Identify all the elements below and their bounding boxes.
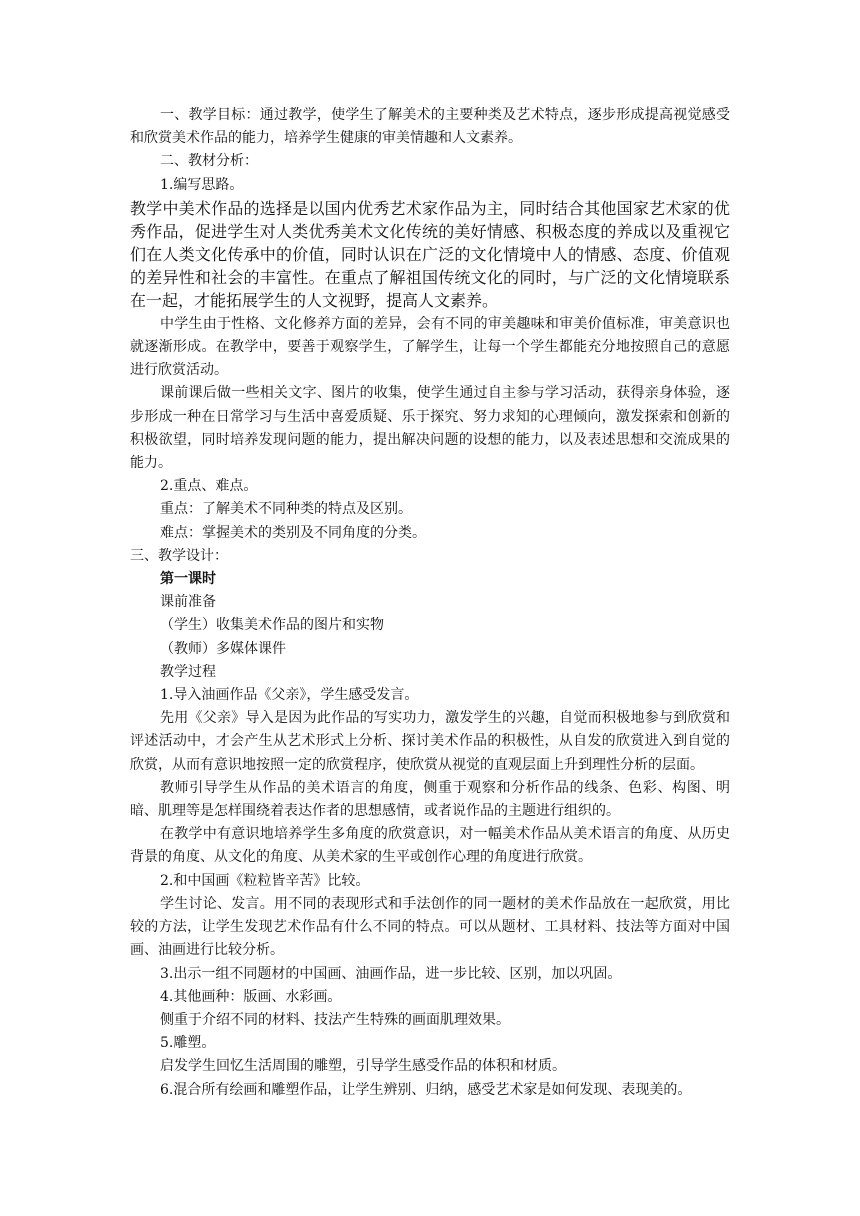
- step-6-heading: 6.混合所有绘画和雕塑作品，让学生辨别、归纳，感受艺术家是如何发现、表现美的。: [160, 1081, 692, 1098]
- step-2-heading: 2.和中国画《粒粒皆辛苦》比较。: [160, 872, 370, 889]
- paragraph-writing-idea: 教学中美术作品的选择是以国内优秀艺术家作品为主，同时结合其他国家艺术家的优秀作品，促进学生对人类优秀美术文化传统的美好情感、积极态度的养成以及重视它们在人类文化传承中的价值，同时认识在广泛的文化情境中人的情感、态度、价值观的差异性和社会的丰富性。在重点了解祖国传统文化的同时，与广泛的文化情境联系在一起，才能拓展学生的人文视野，提高人文素养。: [130, 198, 730, 310]
- heading-teaching-design: 三、教学设计：: [130, 547, 228, 564]
- subheading-writing-idea: 1.编写思路。: [160, 176, 244, 193]
- paragraph-key-point: 重点：了解美术不同种类的特点及区别。: [160, 501, 412, 518]
- teacher-preparation: （教师）多媒体课件: [160, 640, 286, 657]
- paragraph-student-differences: 中学生由于性格、文化修养方面的差异，会有不同的审美趣味和审美价值标准，审美意识也就逐渐形成。在教学中，要善于观察学生，了解学生，让每一个学生都能充分地按照自己的意愿进行欣赏活动。: [130, 315, 730, 379]
- lesson-title: 第一课时: [160, 571, 216, 588]
- step-5-heading: 5.雕塑。: [160, 1035, 216, 1052]
- step-3-heading: 3.出示一组不同题材的中国画、油画作品，进一步比较、区别，加以巩固。: [160, 965, 622, 982]
- step-1-heading: 1.导入油画作品《父亲》，学生感受发言。: [160, 687, 419, 704]
- heading-material-analysis: 二、教材分析：: [160, 153, 258, 170]
- step-4-detail: 侧重于介绍不同的材料、技法产生特殊的画面肌理效果。: [160, 1011, 510, 1028]
- student-preparation: （学生）收集美术作品的图片和实物: [160, 617, 384, 634]
- subheading-key-points: 2.重点、难点。: [160, 478, 258, 495]
- paragraph-teaching-goals: 一、教学目标：通过教学，使学生了解美术的主要种类及艺术特点，逐步形成提高视觉感受和欣赏美术作品的能力，培养学生健康的审美情趣和人文素养。: [130, 107, 730, 147]
- step-2-discussion: 学生讨论、发言。用不同的表现形式和手法创作的同一题材的美术作品放在一起欣赏，用比较的方法，让学生发现艺术作品有什么不同的特点。可以从题材、工具材料、技法等方面对中国画、油画进行比较分析。: [130, 895, 730, 959]
- document-body: [130, 104, 730, 1102]
- step-1-multi-angle: 在教学中有意识地培养学生多角度的欣赏意识，对一幅美术作品从美术语言的角度、从历史背景的角度、从文化的角度、从美术家的生平或创作心理的角度进行欣赏。: [130, 826, 730, 866]
- step-5-detail: 启发学生回忆生活周围的雕塑，引导学生感受作品的体积和材质。: [160, 1058, 566, 1075]
- teaching-process-heading: 教学过程: [160, 663, 216, 680]
- paragraph-material-collection: 课前课后做一些相关文字、图片的收集，使学生通过自主参与学习活动，获得亲身体验，逐步形成一种在日常学习与生活中喜爱质疑、乐于探究、努力求知的心理倾向，激发探索和创新的积极欲望，同时培养发现问题的能力，提出解决问题的设想的能力，以及表述思想和交流成果的能力。: [130, 385, 730, 472]
- preparation-heading: 课前准备: [160, 594, 216, 611]
- step-1-guidance: 教师引导学生从作品的美术语言的角度，侧重于观察和分析作品的线条、色彩、构图、明暗、肌理等是怎样围绕着表达作者的思想感情，或者说作品的主题进行组织的。: [130, 779, 730, 820]
- paragraph-difficult-point: 难点：掌握美术的类别及不同角度的分类。: [160, 524, 426, 541]
- step-1-explanation: 先用《父亲》导入是因为此作品的写实功力，激发学生的兴趣，自觉而积极地参与到欣赏和评述活动中，才会产生从艺术形式上分析、探讨美术作品的积极性，从自发的欣赏进入到自觉的欣赏，从而有意识地按照一定的欣赏程序，使欣赏从视觉的直观层面上升到理性分析的层面。: [130, 710, 730, 773]
- step-4-heading: 4.其他画种：版画、水彩画。: [160, 988, 342, 1005]
